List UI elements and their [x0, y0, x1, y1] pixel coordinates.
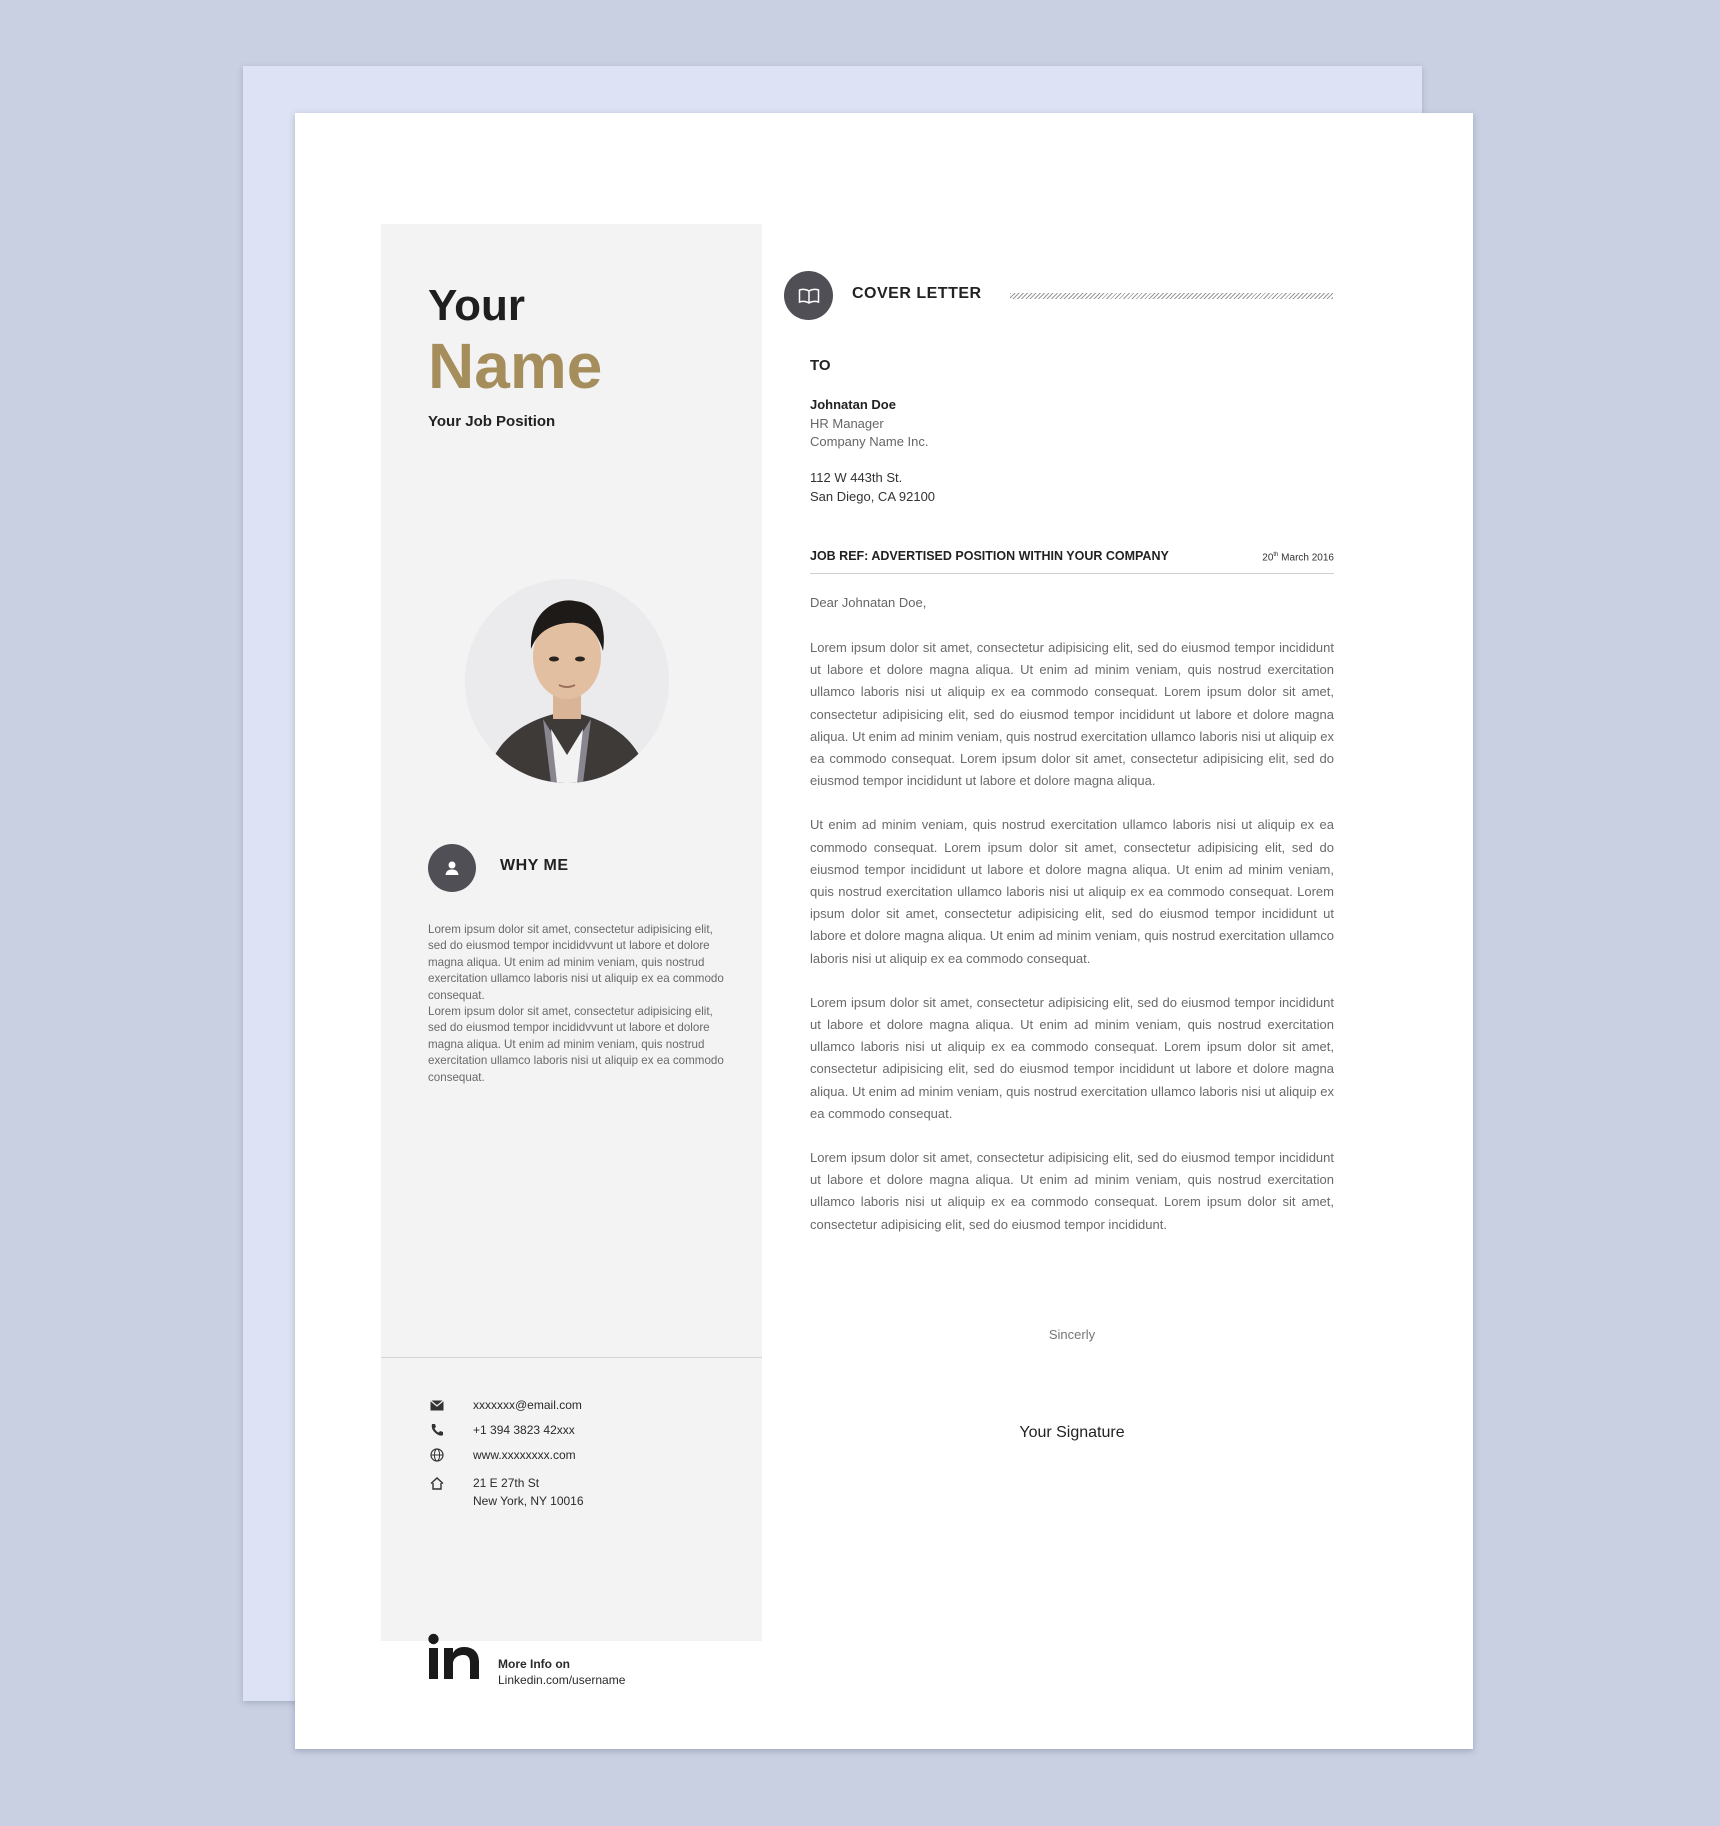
why-me-paragraph: Lorem ipsum dolor sit amet, consectetur adipisicing elit, sed do eiusmod tempor incididvvunt ut labore et dolore magna aliqua. Ut enim ad minim veniam, quis nostrud exercitation ullamco laboris nisi ut aliquip ex ea commodo consequat.: [428, 923, 724, 1002]
to-label: TO: [810, 357, 831, 374]
contact-email[interactable]: [428, 1396, 582, 1416]
contact-phone[interactable]: [428, 1421, 575, 1441]
letter-date: 20th March 2016: [1262, 552, 1334, 564]
recipient-title: HR Manager: [810, 415, 884, 431]
job-reference-bar: [810, 549, 1334, 574]
why-me-text: [428, 922, 733, 1086]
book-icon: [784, 271, 833, 320]
letter-paragraph: Lorem ipsum dolor sit amet, consectetur adipisicing elit, sed do eiusmod tempor incididunt ut labore et dolore magna aliqua. Ut enim ad minim veniam, quis nostrud exercitation ullamco laboris nisi ut aliquip ex ea commodo consequat. Lorem ipsum dolor sit amet, consectetur adipisicing elit, sed do eiusmod tempor incididunt ut labore et dolore magna aliqua. Ut enim ad minim veniam, quis nostrud exercitation ullamco laboris nisi ut aliquip ex ea commodo consequat. Lorem ipsum dolor sit amet, consectetur adipisicing elit, sed do eiusmod tempor incididunt ut labore et dolore magna aliqua.: [810, 640, 1334, 789]
contact-address: [428, 1474, 584, 1514]
letter-paragraph: Ut enim ad minim veniam, quis nostrud exercitation ullamco laboris nisi ut aliquip ex ea commodo consequat. Lorem ipsum dolor sit amet, consectetur adipisicing elit, sed do eiusmod tempor incididunt ut labore et dolore magna aliqua. Ut enim ad minim veniam, quis nostrud exercitation ullamco laboris nisi ut aliquip ex ea commodo consequat. Lorem ipsum dolor sit amet, consectetur adipisicing elit, sed do eiusmod tempor incididunt ut labore et dolore magna aliqua. Ut enim ad minim veniam, quis nostrud exercitation ullamco laboris nisi ut aliquip ex ea commodo consequat.: [810, 817, 1334, 966]
job-reference: JOB REF: ADVERTISED POSITION WITHIN YOUR COMPANY: [810, 549, 1169, 563]
user-icon: [428, 844, 476, 892]
linkedin-link[interactable]: [498, 1656, 625, 1688]
profile-photo: [465, 579, 669, 783]
letter-paragraph: Lorem ipsum dolor sit amet, consectetur adipisicing elit, sed do eiusmod tempor incididunt ut labore et dolore magna aliqua. Ut enim ad minim veniam, quis nostrud exercitation ullamco laboris nisi ut aliquip ex ea commodo consequat. Lorem ipsum dolor sit amet, consectetur adipisicing elit, sed do eiusmod tempor incididunt.: [810, 1150, 1334, 1232]
letter-paragraph: Lorem ipsum dolor sit amet, consectetur adipisicing elit, sed do eiusmod tempor incididunt ut labore et dolore magna aliqua. Ut enim ad minim veniam, quis nostrud exercitation ullamco laboris nisi ut aliquip ex ea commodo consequat. Lorem ipsum dolor sit amet, consectetur adipisicing elit, sed do eiusmod tempor incididunt ut labore et dolore magna aliqua. Ut enim ad minim veniam, quis nostrud exercitation ullamco laboris nisi ut aliquip ex ea commodo consequat.: [810, 994, 1334, 1121]
resume-page: [295, 113, 1473, 1749]
contact-website[interactable]: [428, 1446, 576, 1466]
address-line2: New York, NY 10016: [473, 1494, 584, 1508]
recipient-block: [810, 396, 929, 452]
recipient-name: Johnatan Doe: [810, 397, 896, 412]
phone-text: +1 394 3823 42xxx: [473, 1423, 575, 1437]
letter-body: [810, 637, 1334, 1258]
address-line1: 21 E 27th St: [473, 1476, 540, 1490]
sidebar-divider: [381, 1357, 762, 1358]
signature: Your Signature: [1019, 1424, 1125, 1441]
name-first-line: Your: [428, 281, 525, 330]
heading-rule: [1010, 293, 1333, 299]
linkedin-icon[interactable]: [427, 1632, 483, 1682]
why-me-heading: WHY ME: [500, 857, 569, 874]
email-text: xxxxxxx@email.com: [473, 1398, 582, 1412]
envelope-icon: [428, 1396, 446, 1414]
recipient-company: Company Name Inc.: [810, 434, 929, 449]
linkedin-url: Linkedin.com/username: [498, 1673, 626, 1687]
salutation: Dear Johnatan Doe,: [810, 595, 927, 610]
job-position: Your Job Position: [428, 413, 556, 430]
closing: Sincerly: [1048, 1327, 1096, 1342]
cover-letter-heading: COVER LETTER: [852, 285, 982, 302]
recipient-address: [810, 469, 935, 506]
why-me-paragraph: Lorem ipsum dolor sit amet, consectetur adipisicing elit, sed do eiusmod tempor incididvvunt ut labore et dolore magna aliqua. Ut enim ad minim veniam, quis nostrud exercitation ullamco laboris nisi ut aliquip ex ea commodo consequat.: [428, 1005, 724, 1084]
website-text: www.xxxxxxxx.com: [473, 1448, 576, 1462]
name-second-line: Name: [428, 330, 603, 402]
recipient-address-line1: 112 W 443th St.: [810, 470, 903, 485]
globe-icon: [428, 1446, 446, 1464]
recipient-address-line2: San Diego, CA 92100: [810, 488, 936, 504]
linkedin-line1: More Info on: [498, 1657, 570, 1671]
sidebar: [381, 224, 762, 1687]
home-icon: [428, 1474, 446, 1492]
phone-icon: [428, 1421, 446, 1439]
